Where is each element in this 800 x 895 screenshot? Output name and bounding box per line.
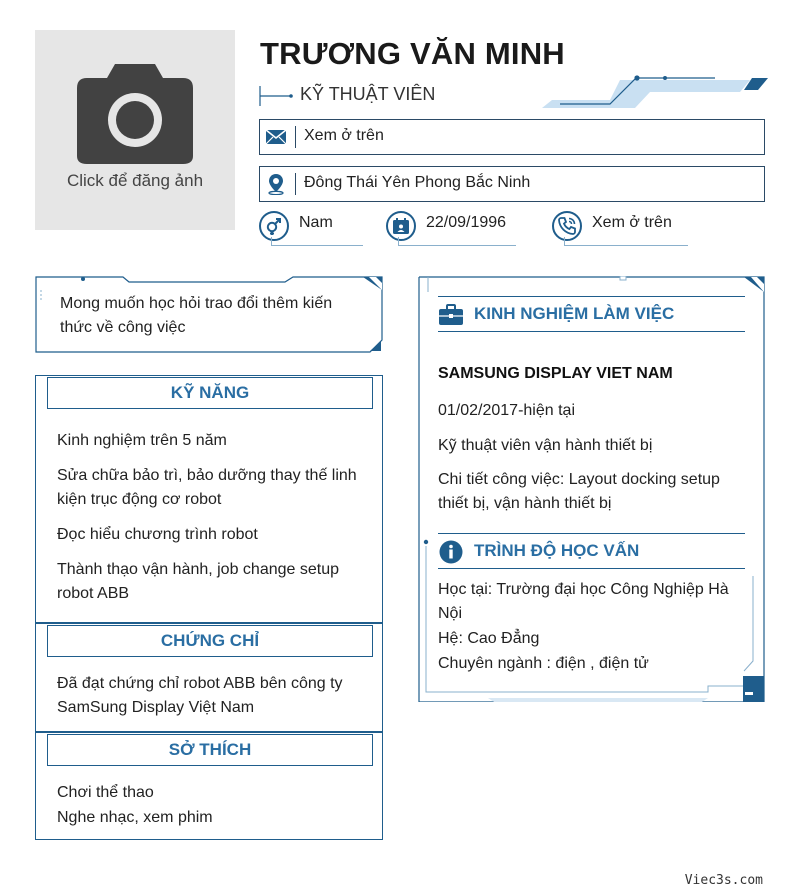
camera-icon: [75, 60, 195, 164]
avatar-upload[interactable]: [35, 30, 235, 230]
education-heading-bar: [438, 533, 745, 569]
hobby-item: Chơi thể thao: [57, 784, 154, 801]
job-details: Chi tiết công việc: Layout docking setup thiết bị, vận hành thiết bị: [438, 471, 720, 512]
skills-section: [35, 375, 383, 623]
header-decoration: [540, 72, 770, 114]
education-level: Hệ: Cao Đẳng: [438, 630, 540, 647]
hobby-item: Nghe nhạc, xem phim: [57, 809, 213, 826]
photo-upload-label: Click để đăng ảnh: [66, 171, 204, 190]
email-row: [259, 119, 765, 155]
position-title: Kỹ thuật viên vận hành thiết bị: [438, 437, 653, 454]
title-marker-decoration: [259, 86, 295, 106]
phone-item: [552, 211, 692, 251]
phone-value: Xem ở trên: [592, 214, 672, 231]
job-title: KỸ THUẬT VIÊN: [300, 84, 436, 104]
employment-period: 01/02/2017-hiện tại: [438, 402, 575, 419]
info-icon: [438, 540, 464, 564]
candidate-name: TRƯƠNG VĂN MINH: [260, 36, 565, 71]
map-pin-icon: [265, 173, 287, 195]
objective-text: Mong muốn học hỏi trao đổi thêm kiến thức về công việc: [60, 295, 333, 336]
education-school: Học tại: Trường đại học Công Nghiệp Hà Nội: [438, 581, 729, 622]
birthday-item: [386, 211, 521, 251]
birthday-value: 22/09/1996: [426, 214, 507, 231]
experience-heading-bar: [438, 296, 745, 332]
address-value: Đông Thái Yên Phong Bắc Ninh: [304, 174, 531, 191]
experience-education-box: [418, 276, 765, 702]
gender-value: Nam: [299, 214, 333, 231]
skills-heading: KỸ NĂNG: [47, 377, 373, 409]
address-row: [259, 166, 765, 202]
row-separator: [295, 173, 296, 195]
briefcase-icon: [438, 303, 464, 327]
experience-heading: KINH NGHIỆM LÀM VIỆC: [474, 304, 675, 323]
career-objective-box: [35, 276, 383, 354]
underline-decoration: [570, 245, 688, 246]
watermark-text: Viec3s.com: [684, 873, 763, 888]
hobbies-section: [35, 732, 383, 840]
skill-item: Sửa chữa bảo trì, bảo dưỡng thay thế linh kiện trục động cơ robot: [57, 467, 357, 508]
education-major: Chuyên ngành : điện , điện tử: [438, 655, 649, 672]
certificate-item: Đã đạt chứng chỉ robot ABB bên công ty SamSung Display Việt Nam: [57, 675, 343, 716]
email-value: Xem ở trên: [304, 127, 384, 144]
skill-item: Đọc hiểu chương trình robot: [57, 526, 258, 543]
gender-item: [259, 211, 369, 251]
row-separator: [295, 126, 296, 148]
underline-decoration: [277, 245, 363, 246]
skill-item: Kinh nghiệm trên 5 năm: [57, 432, 227, 449]
company-name: SAMSUNG DISPLAY VIET NAM: [438, 365, 673, 382]
skill-item: Thành thạo vận hành, job change setup robot ABB: [57, 561, 339, 602]
underline-decoration: [404, 245, 516, 246]
hobbies-heading: SỞ THÍCH: [47, 734, 373, 766]
certificates-heading: CHỨNG CHỈ: [47, 625, 373, 657]
education-heading: TRÌNH ĐỘ HỌC VẤN: [474, 541, 640, 560]
envelope-icon: [265, 126, 287, 148]
certificates-section: [35, 623, 383, 732]
